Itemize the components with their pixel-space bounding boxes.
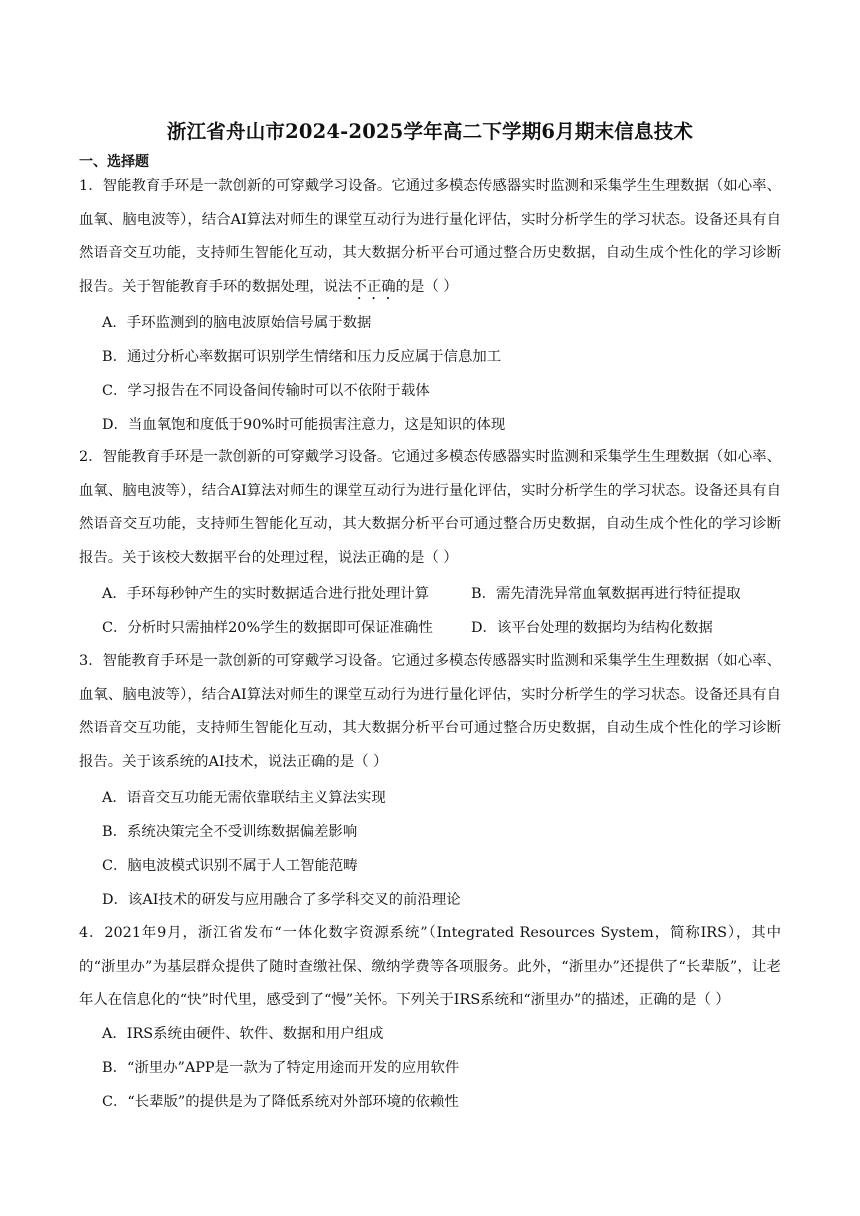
question-1-stem — [79, 170, 781, 304]
question-3-option-d[interactable]: D．该AI技术的研发与应用融合了多学科交叉的前沿理论 — [102, 892, 461, 908]
question-1-emphasis: 不正确 — [352, 278, 396, 295]
document-title: 浙江省舟山市2024-2025学年高二下学期6月期末信息技术 — [166, 120, 694, 143]
question-3-option-a[interactable]: A．语音交互功能无需依靠联结主义算法实现 — [102, 790, 386, 806]
question-1-option-a[interactable]: A．手环监测到的脑电波原始信号属于数据 — [102, 315, 372, 331]
question-3-stem: 3．智能教育手环是一款创新的可穿戴学习设备。它通过多模态传感器实时监测和采集学生生理数据（如心率、血氧、脑电波等），结合AI算法对师生的课堂互动行为进行量化评估，实时分析学生的学习状态。设备还具有自然语音交互功能，支持师生智能化互动，其大数据分析平台可通过整合历史数据，自动生成个性化的学习诊断报告。关于该系统的AI技术，说法正确的是（ ） — [79, 653, 781, 770]
question-1-tail: 的是（ ） — [395, 278, 458, 295]
question-4-option-c[interactable]: C．“长辈版”的提供是为了降低系统对外部环境的依赖性 — [102, 1094, 459, 1110]
question-1-option-c[interactable]: C．学习报告在不同设备间传输时可以不依附于载体 — [102, 383, 430, 399]
question-2-option-d[interactable]: D．该平台处理的数据均为结构化数据 — [471, 620, 713, 636]
question-1-option-d[interactable]: D．当血氧饱和度低于90%时可能损害注意力，这是知识的体现 — [102, 417, 506, 433]
question-2-option-c[interactable]: C．分析时只需抽样20%学生的数据即可保证准确性 — [102, 620, 433, 636]
question-1-text: 1．智能教育手环是一款创新的可穿戴学习设备。它通过多模态传感器实时监测和采集学生生理数据（如心率、血氧、脑电波等），结合AI算法对师生的课堂互动行为进行量化评估，实时分析学生的学习状态。设备还具有自然语音交互功能，支持师生智能化互动，其大数据分析平台可通过整合历史数据，自动生成个性化的学习诊断报告。关于智能教育手环的数据处理，说法 — [79, 178, 781, 295]
section-heading: 一、选择题 — [79, 154, 149, 170]
question-2-option-b[interactable]: B．需先清洗异常血氧数据再进行特征提取 — [471, 586, 741, 602]
question-4-option-a[interactable]: A．IRS系统由硬件、软件、数据和用户组成 — [102, 1026, 384, 1042]
question-3-option-b[interactable]: B．系统决策完全不受训练数据偏差影响 — [102, 824, 358, 840]
question-4-option-b[interactable]: B．“浙里办”APP是一款为了特定用途而开发的应用软件 — [102, 1060, 460, 1076]
question-3-option-c[interactable]: C．脑电波模式识别不属于人工智能范畴 — [102, 858, 358, 874]
question-2-stem: 2．智能教育手环是一款创新的可穿戴学习设备。它通过多模态传感器实时监测和采集学生生理数据（如心率、血氧、脑电波等），结合AI算法对师生的课堂互动行为进行量化评估，实时分析学生的学习状态。设备还具有自然语音交互功能，支持师生智能化互动，其大数据分析平台可通过整合历史数据，自动生成个性化的学习诊断报告。关于该校大数据平台的处理过程，说法正确的是（ ） — [79, 449, 781, 566]
question-1-option-b[interactable]: B．通过分析心率数据可识别学生情绪和压力反应属于信息加工 — [102, 349, 502, 365]
question-2-option-a[interactable]: A．手环每秒钟产生的实时数据适合进行批处理计算 — [102, 586, 429, 602]
question-4-stem: 4．2021年9月，浙江省发布“一体化数字资源系统”（Integrated Resources System，简称IRS），其中的“浙里办”为基层群众提供了随时查缴社保、缴纳学费等各项服务。此外，“浙里办”还提供了“长辈版”，让老年人在信息化的“快”时代里，感受到了“慢”关怀。下列关于IRS系统和“浙里办”的描述，正确的是（ ） — [79, 925, 781, 1008]
